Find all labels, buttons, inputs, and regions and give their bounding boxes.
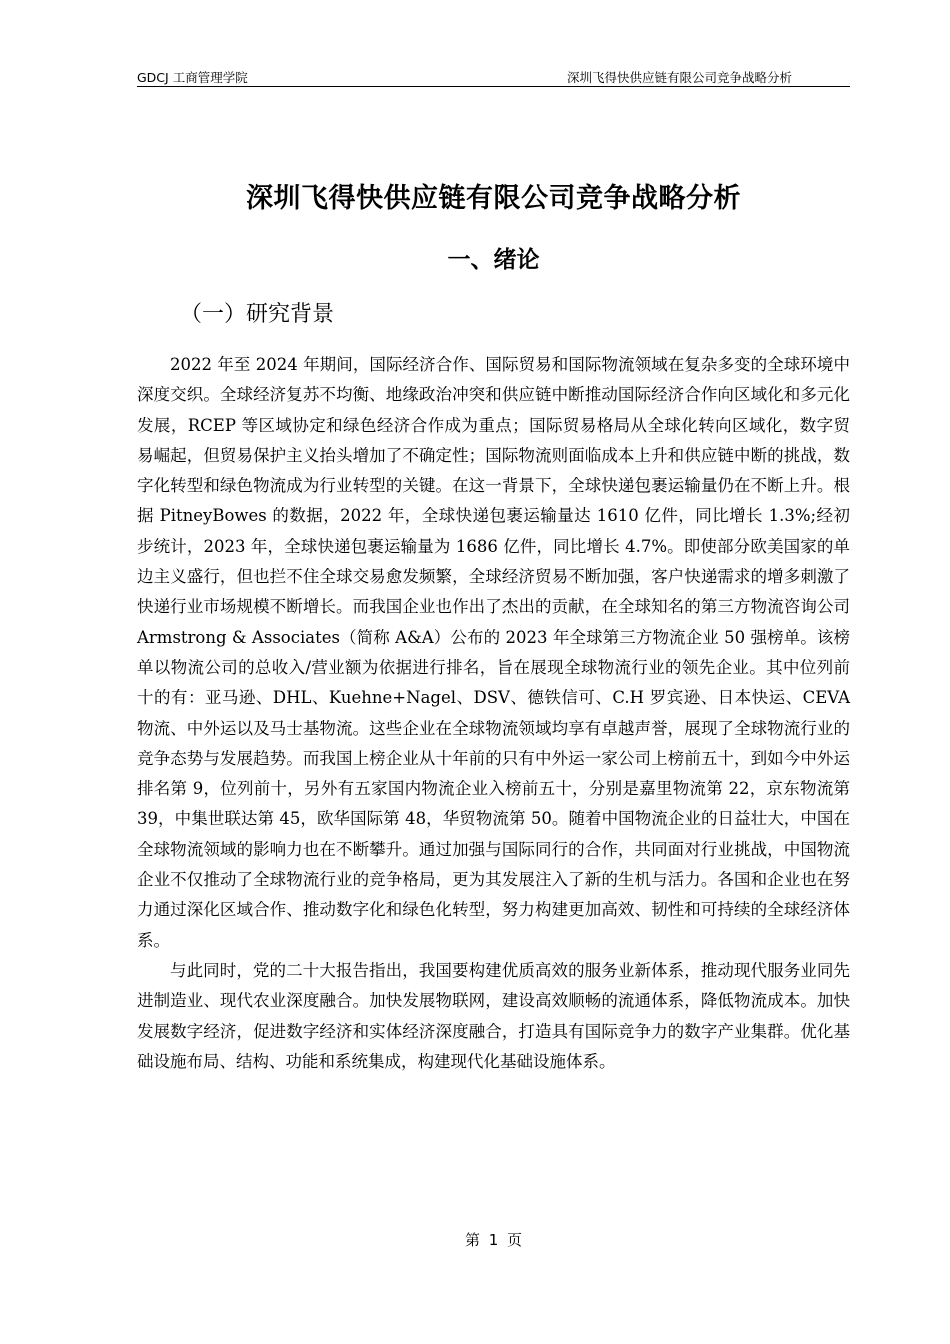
header-institution: GDCJ 工商管理学院 — [137, 70, 248, 85]
body-text — [137, 350, 850, 1077]
page-number: 第 1 页 — [464, 1231, 523, 1249]
subsection-heading: （一）研究背景 — [180, 302, 335, 327]
paragraph-1: 2022 年至 2024 年期间，国际经济合作、国际贸易和国际物流领域在复杂多变的全球环境中深度交织。全球经济复苏不均衡、地缘政治冲突和供应链中断推动国际经济合作向区域化和多元化发展，RCEP 等区域协定和绿色经济合作成为重点；国际贸易格局从全球化转向区域化，数字贸易崛起，但贸易保护主义抬头增加了不确定性；国际物流则面临成本上升和供应链中断的挑战，数字化转型和绿色物流成为行业转型的关键。在这一背景下，全球快递包裹运输量仍在不断上升。根据 PitneyBowes 的数据，2022 年，全球快递包裹运输量达 1610 亿件，同比增长 1.3%;经初步统计，2023 年，全球快递包裹运输量为 1686 亿件，同比增长 4.7%。即使部分欧美国家的单边主义盛行，但也拦不住全球交易愈发频繁，全球经济贸易不断加强，客户快递需求的增多刺激了快递行业市场规模不断增长。而我国企业也作出了杰出的贡献，在全球知名的第三方物流咨询公司 Armstrong & Associates（简称 A&A）公布的 2023 年全球第三方物流企业 50 强榜单。该榜单以物流公司的总收入/营业额为依据进行排名，旨在展现全球物流行业的领先企业。其中位列前十的有：亚马逊、DHL、Kuehne+Nagel、DSV、德铁信可、C.H 罗宾逊、日本快运、CEVA 物流、中外运以及马士基物流。这些企业在全球物流领域均享有卓越声誉，展现了全球物流行业的竞争态势与发展趋势。而我国上榜企业从十年前的只有中外运一家公司上榜前五十，到如今中外运排名第 9，位列前十，另外有五家国内物流企业入榜前五十，分别是嘉里物流第 22，京东物流第 39，中集世联达第 45，欧华国际第 48，华贸物流第 50。随着中国物流企业的日益壮大，中国在全球物流领域的影响力也在不断攀升。通过加强与国际同行的合作，共同面对行业挑战，中国物流企业不仅推动了全球物流行业的竞争格局，更为其发展注入了新的生机与活力。各国和企业也在努力通过深化区域合作、推动数字化和绿色化转型，努力构建更加高效、韧性和可持续的全球经济体系。 — [137, 355, 850, 950]
section-heading: 一、绪论 — [447, 247, 540, 273]
document-title: 深圳飞得快供应链有限公司竞争战略分析 — [246, 183, 741, 214]
paragraph-2: 与此同时，党的二十大报告指出，我国要构建优质高效的服务业新体系，推动现代服务业同先进制造业、现代农业深度融合。加快发展物联网，建设高效顺畅的流通体系，降低物流成本。加快发展数字经济，促进数字经济和实体经济深度融合，打造具有国际竞争力的数字产业集群。优化基础设施布局、结构、功能和系统集成，构建现代化基础设施体系。 — [137, 960, 850, 1071]
header-document-title: 深圳飞得快供应链有限公司竞争战略分析 — [566, 70, 792, 85]
page-header — [137, 66, 850, 87]
